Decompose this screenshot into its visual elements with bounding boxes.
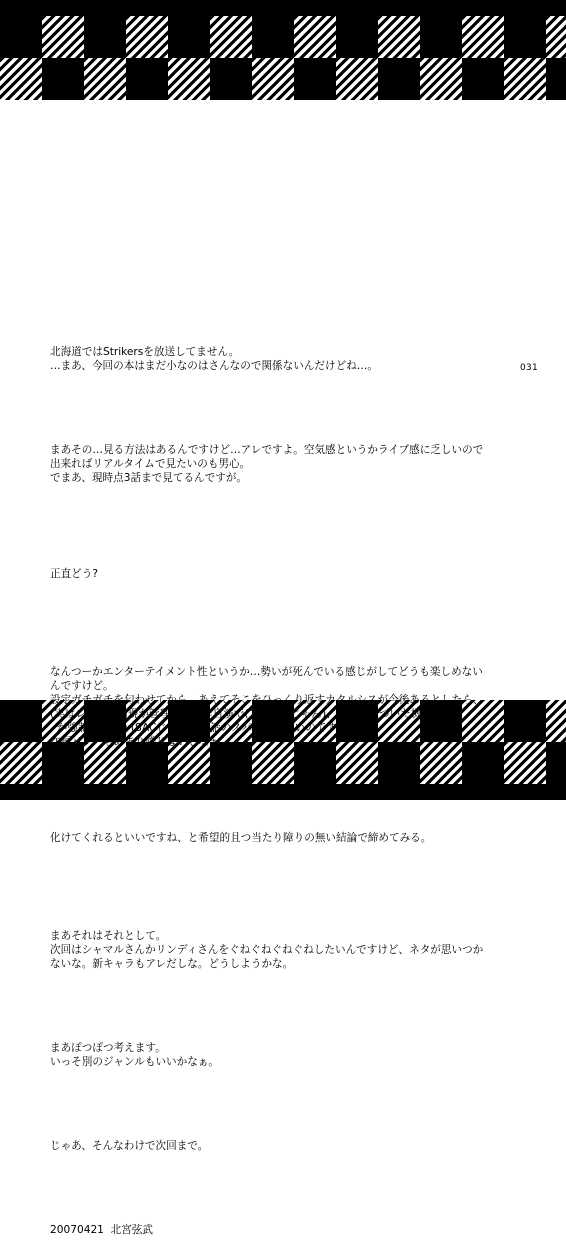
checker-stripe-tile	[294, 16, 336, 58]
paragraph-viewing-method: まあその…見る方法はあるんですけど…アレですよ。空気感というかライブ感に乏しいので 出来ればリアルタイムで見たいのも男心。 でまあ、現時点3話まで見てるんですが。	[50, 444, 484, 484]
checker-black-tile	[546, 58, 566, 100]
checker-stripe-tile	[546, 16, 566, 58]
checker-stripe-tile	[0, 58, 42, 100]
checker-black-tile	[504, 16, 546, 58]
checker-stripe-tile	[546, 700, 566, 742]
checker-stripe-tile	[504, 58, 546, 100]
signature-date: 20070421 北宮弦武	[50, 1224, 154, 1236]
checker-black-tile	[42, 58, 84, 100]
checker-black-tile	[336, 16, 378, 58]
paragraph-next-time: まあそれはそれとして。 次回はシャマルさんかリンディさんをぐねぐねぐねぐねしたいんですけど、ネタが思いつか ないな。新キャラもアレだしな。どうしようかな。	[50, 930, 484, 970]
checker-black-tile	[294, 58, 336, 100]
checker-black-tile	[126, 58, 168, 100]
checker-black-tile	[0, 700, 42, 742]
checker-stripe-tile	[126, 16, 168, 58]
checker-stripe-tile	[0, 742, 42, 784]
paragraph-honestly: 正直どう?	[50, 568, 98, 580]
checker-stripe-tile	[42, 16, 84, 58]
checker-black-tile	[168, 16, 210, 58]
checker-black-tile	[420, 16, 462, 58]
top-checker-border	[0, 16, 566, 100]
checker-stripe-tile	[336, 58, 378, 100]
paragraph-impressions: なんつーかエンターテイメント性というか…勢いが死んでいる感じがしてどうも楽しめない んですけど。 設定ガチガチを匂わせてから、あえてそこをひっくり返すカタルシスが今後あるとしたら、 (実はレリック出現が管理局の自作自演で(アムドラじゃん)、真相に近づいた機動六課 が強制解散とか(SACじゃん))24話のスパンも嬉しいのですが…。 作画パワーもあまり感じないしなぁ…。	[50, 666, 484, 748]
checker-black-tile	[252, 16, 294, 58]
checker-stripe-tile	[420, 58, 462, 100]
paragraph-thinking: まあぽつぽつ考えます。 いっそ別のジャンルもいいかなぁ。	[50, 1042, 220, 1068]
checker-stripe-tile	[378, 16, 420, 58]
checker-black-tile	[84, 16, 126, 58]
checker-black-tile	[0, 16, 42, 58]
checker-stripe-tile	[252, 58, 294, 100]
checker-stripe-tile	[168, 58, 210, 100]
afterword-text	[50, 317, 520, 1251]
checker-black-tile	[546, 742, 566, 784]
checker-black-tile	[462, 58, 504, 100]
checker-stripe-tile	[462, 16, 504, 58]
top-black-border	[0, 0, 566, 16]
checker-black-tile	[378, 58, 420, 100]
page-number: 031	[520, 363, 539, 373]
paragraph-broadcast: 北海道ではStrikersを放送してません。 …まあ、今回の本はまだ小なのはさんなので関係ないんだけどね…。	[50, 346, 378, 372]
paragraph-conclusion: 化けてくれるといいですね、と希望的且つ当たり障りの無い結論で締めてみる。	[50, 832, 432, 844]
checker-black-tile	[210, 58, 252, 100]
checker-stripe-tile	[84, 58, 126, 100]
paragraph-farewell: じゃあ、そんなわけで次回まで。	[50, 1140, 209, 1152]
checker-stripe-tile	[210, 16, 252, 58]
